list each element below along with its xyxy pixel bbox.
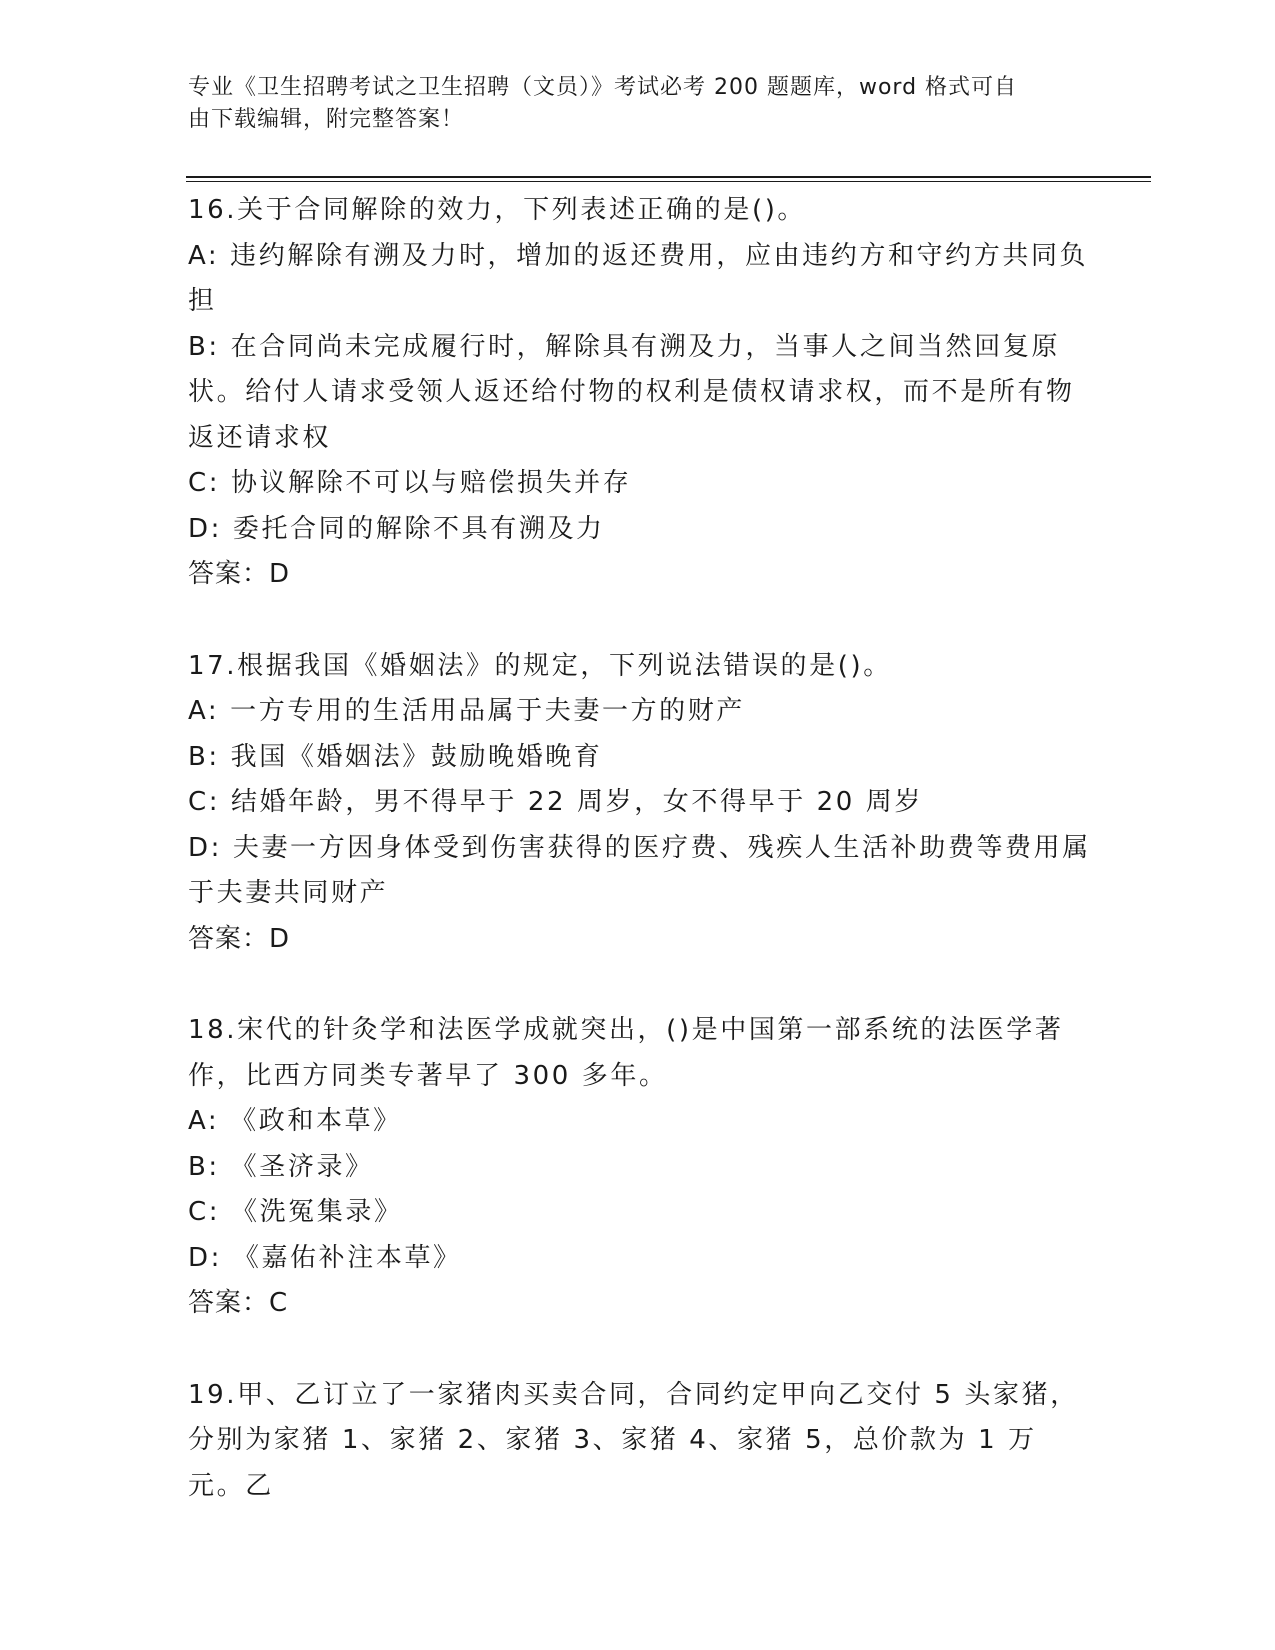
option-a: A: 《政和本草》 <box>188 1106 402 1136</box>
question-stem: 19.甲、乙订立了一家猪肉买卖合同，合同约定甲向乙交付 5 头家猪，分别为家猪 1、家猪 2、家猪 3、家猪 4、家猪 5，总价款为 1 万元。乙 <box>188 1379 1079 1501</box>
option-a: A: 违约解除有溯及力时，增加的返还费用，应由违约方和守约方共同负担 <box>188 240 1089 316</box>
option-c: C: 协议解除不可以与赔偿损失并存 <box>188 468 632 498</box>
option-b: B: 在合同尚未完成履行时，解除具有溯及力，当事人之间当然回复原状。给付人请求受领人返还给付物的权利是债权请求权，而不是所有物返还请求权 <box>188 331 1075 453</box>
question-stem: 17.根据我国《婚姻法》的规定，下列说法错误的是()。 <box>188 650 892 681</box>
option-d: D: 夫妻一方因身体受到伤害获得的医疗费、残疾人生活补助费等费用属于夫妻共同财产 <box>188 832 1091 908</box>
option-a: A: 一方专用的生活用品属于夫妻一方的财产 <box>188 696 745 726</box>
question-19 <box>188 1373 1093 1510</box>
answer-label: 答案：C <box>188 1288 289 1318</box>
question-stem: 18.宋代的针灸学和法医学成就突出，()是中国第一部系统的法医学著作，比西方同类专著早了 300 多年。 <box>188 1015 1064 1091</box>
question-18 <box>188 1008 1093 1327</box>
option-c: C: 《洗冤集录》 <box>188 1197 403 1227</box>
option-c: C: 结婚年龄，男不得早于 22 周岁，女不得早于 20 周岁 <box>188 787 924 817</box>
option-d: D: 《嘉佑补注本草》 <box>188 1242 462 1273</box>
option-b: B: 《圣济录》 <box>188 1151 374 1182</box>
header-title-line-1: 专业《卫生招聘考试之卫生招聘（文员）》考试必考 200 题题库，word 格式可自 <box>188 75 1018 100</box>
header-title-line-2: 由下载编辑，附完整答案！ <box>188 107 465 132</box>
header-divider-thin <box>186 181 1151 182</box>
answer-label: 答案：D <box>188 923 291 954</box>
answer-label: 答案：D <box>188 559 291 589</box>
document-header <box>188 72 1068 136</box>
option-b: B: 我国《婚姻法》鼓励晚婚晚育 <box>188 741 603 772</box>
question-16 <box>188 188 1093 598</box>
question-17 <box>188 644 1093 963</box>
question-stem: 16.关于合同解除的效力，下列表述正确的是()。 <box>188 195 807 225</box>
question-list <box>188 188 1093 1555</box>
option-d: D: 委托合同的解除不具有溯及力 <box>188 513 605 544</box>
header-divider-thick <box>186 176 1151 178</box>
